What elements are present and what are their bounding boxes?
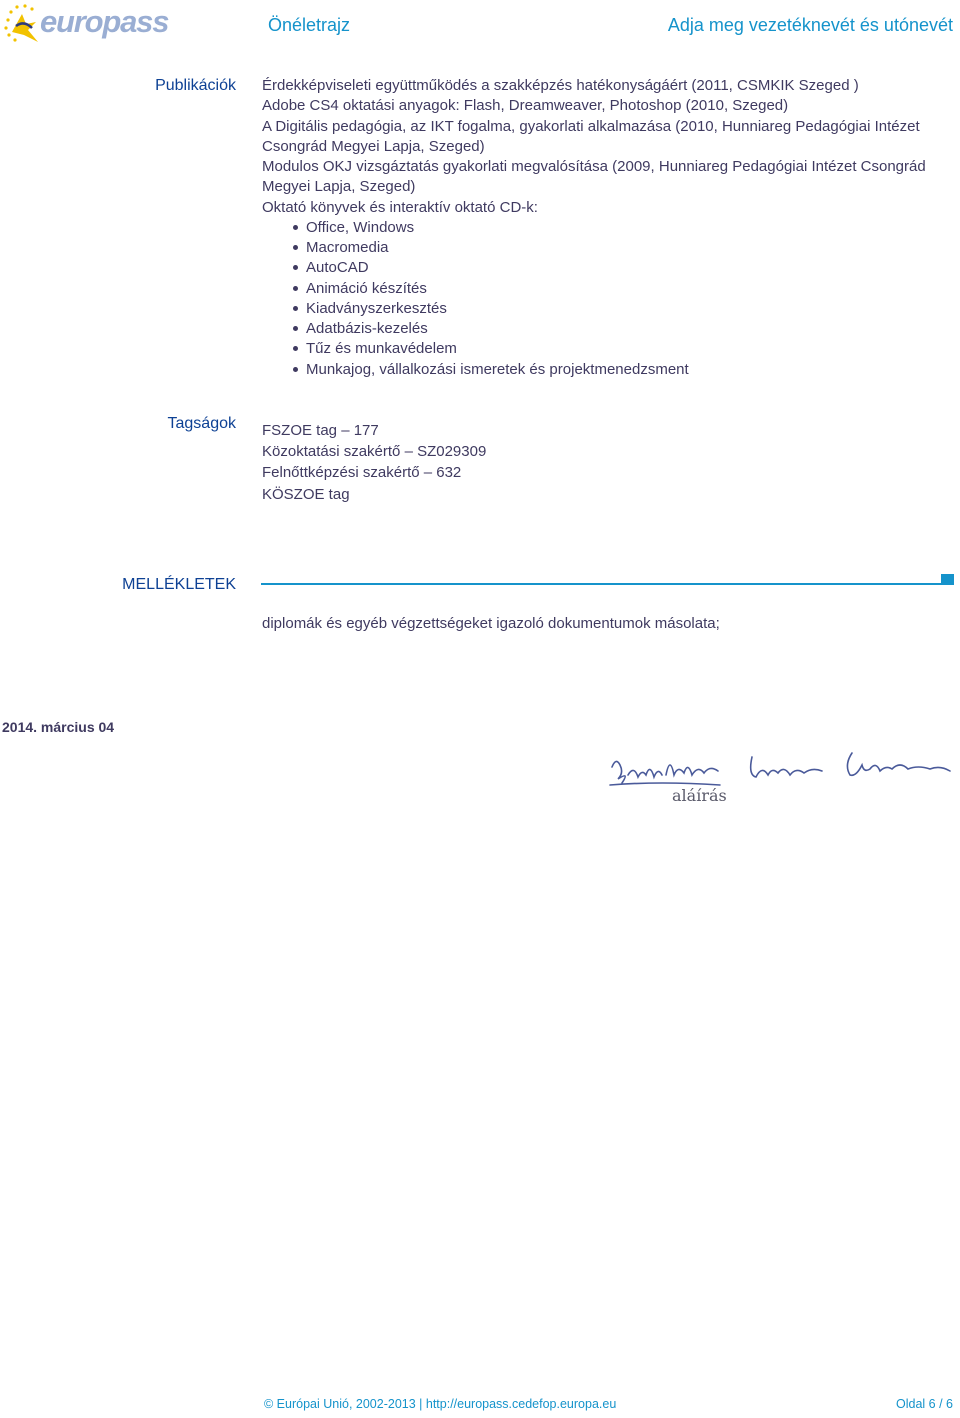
- signature-date: 2014. március 04: [2, 719, 115, 735]
- signature-image: [600, 735, 960, 810]
- sub-list-item: Kiadványszerkesztés: [252, 299, 956, 319]
- footer-page-number: Oldal 6 / 6: [896, 1397, 953, 1411]
- list-item: FSZOE tag – 177: [262, 422, 379, 439]
- list-item: Modulos OKJ vizsgáztatás gyakorlati megvalósítása (2009, Hunniareg Pedagógiai Intézet Csongrád Megyei Lapja, Szeged): [262, 158, 926, 196]
- handwritten-signature-icon: [600, 735, 960, 810]
- sub-list-item: Munkajog, vállalkozási ismeretek és projektmenedzsment: [252, 360, 956, 380]
- europass-logo: [2, 2, 169, 46]
- sub-list-item: AutoCAD: [252, 258, 956, 278]
- list-item: A Digitális pedagógia, az IKT fogalma, gyakorlati alkalmazása (2010, Hunniareg Pedagógiai Intézet Csongrád Megyei Lapja, Szeged): [262, 117, 920, 155]
- list-item: Felnőttképzési szakértő – 632: [262, 464, 462, 482]
- list-item: Közoktatási szakértő – SZ029309: [262, 443, 487, 461]
- sub-list-item: Macromedia: [252, 238, 956, 258]
- document-title: Önéletrajz: [268, 15, 351, 35]
- sub-list-item: Office, Windows: [252, 218, 956, 238]
- sub-list-item: Animáció készítés: [252, 279, 956, 299]
- list-item: [262, 198, 956, 380]
- section-label-memberships: Tagságok: [167, 415, 236, 432]
- memberships-list: [262, 420, 956, 505]
- name-placeholder: Adja meg vezetéknevét és utónevét: [667, 15, 953, 35]
- list-item-text: Oktató könyvek és interaktív oktató CD-k:: [262, 198, 538, 216]
- list-item: Érdekképviseleti együttműködés a szakképzés hatékonyságáért (2011, CSMKIK Szeged ): [262, 77, 859, 94]
- section-heading-attachments: MELLÉKLETEK: [122, 576, 236, 593]
- publications-list: [262, 76, 956, 380]
- attachments-list: [262, 614, 956, 634]
- sub-list: [252, 218, 956, 380]
- list-item: diplomák és egyéb végzettségeket igazoló dokumentumok másolata;: [262, 615, 720, 632]
- section-divider-square: [941, 574, 954, 585]
- europass-wordmark: europass: [40, 4, 169, 39]
- section-divider-line: [261, 583, 941, 585]
- section-label-publications: Publikációk: [155, 77, 236, 94]
- sub-list-item: Adatbázis-kezelés: [252, 319, 956, 339]
- list-item: KÖSZOE tag: [262, 485, 350, 503]
- signature-caption: aláírás: [672, 786, 727, 805]
- sub-list-item: Tűz és munkavédelem: [252, 339, 956, 359]
- footer-copyright: © Európai Unió, 2002-2013 | http://europass.cedefop.europa.eu: [264, 1397, 617, 1411]
- list-item: Adobe CS4 oktatási anyagok: Flash, Dreamweaver, Photoshop (2010, Szeged): [262, 97, 789, 115]
